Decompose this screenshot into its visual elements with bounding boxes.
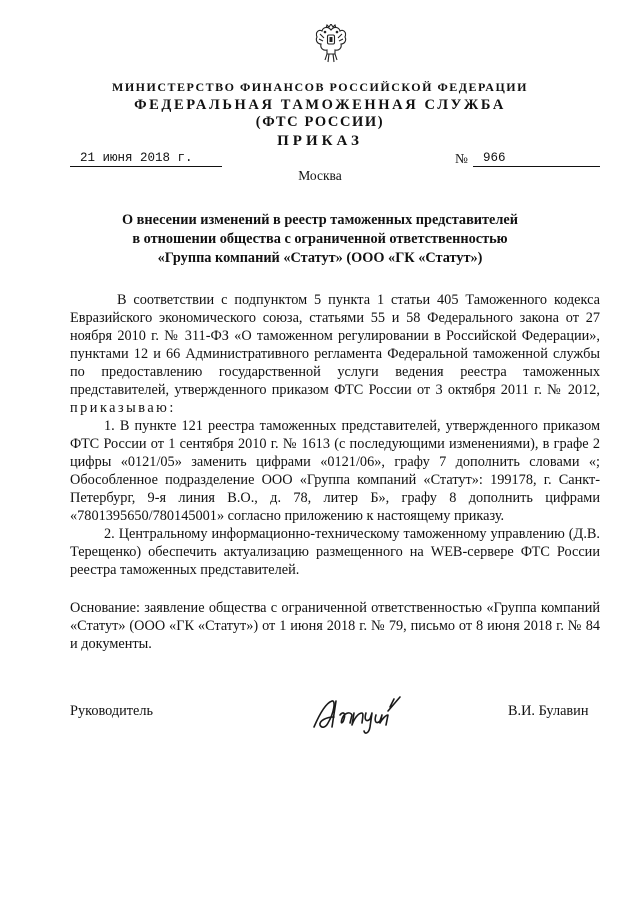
order-title-line-2: в отношении общества с ограниченной ответственностью bbox=[132, 231, 508, 247]
item-1: 1. В пункте 121 реестра таможенных представителей, утвержденного приказом ФТС России от 1 сентября 2010 г. № 1613 (с последующими изменениями), в графе 2 цифры «0121/05» заменить цифрами «0121/06», графу 7 дополнить словами «; Обособленное подразделение ООО «Группа компаний «Статут»: 199178, г. Санкт-Петербург, 9-я линия В.О., д. 78, литер Б», графу 8 дополнить цифрами «7801395650/780145001» согласно приложению к настоящему приказу. bbox=[70, 418, 600, 524]
order-title-line-1: О внесении изменений в реестр таможенных представителей bbox=[121, 212, 518, 228]
order-number-field bbox=[455, 151, 600, 167]
handwritten-signature-icon bbox=[310, 693, 402, 737]
service-abbreviation: (ФТС РОССИИ) bbox=[255, 114, 385, 130]
order-date: 21 июня 2018 г. bbox=[70, 151, 222, 167]
preamble-paragraph bbox=[70, 291, 600, 417]
signer-role: Руководитель bbox=[70, 703, 154, 719]
basis-paragraph bbox=[70, 599, 600, 653]
order-body bbox=[70, 291, 600, 579]
order-word: приказываю: bbox=[70, 400, 176, 416]
item-2: 2. Центральному информационно-техническому таможенному управлению (Д.В. Терещенко) обеспечить актуализацию размещенного на WEB-сервере ФТС России реестра таможенных представителей. bbox=[70, 526, 600, 578]
order-title-line-3: «Группа компаний «Статут» (ООО «ГК «Статут») bbox=[157, 250, 483, 266]
service-name: ФЕДЕРАЛЬНАЯ ТАМОЖЕННАЯ СЛУЖБА bbox=[134, 97, 506, 113]
basis-text: Основание: заявление общества с ограниченной ответственностью «Группа компаний «Статут» (ООО «ГК «Статут») от 1 июня 2018 г. № 79, письмо от 8 июня 2018 г. № 84 и документы. bbox=[70, 600, 600, 652]
number-sign: № bbox=[455, 151, 468, 166]
ministry-name: МИНИСТЕРСТВО ФИНАНСОВ РОССИЙСКОЙ ФЕДЕРАЦИИ bbox=[112, 80, 528, 94]
document-type: ПРИКАЗ bbox=[277, 133, 363, 149]
signer-name: В.И. Булавин bbox=[508, 703, 589, 719]
coat-of-arms-icon bbox=[314, 24, 348, 64]
order-number: 966 bbox=[473, 151, 600, 167]
preamble-text: В соответствии с подпунктом 5 пункта 1 статьи 405 Таможенного кодекса Евразийского экономического союза, статьями 55 и 58 Федерального закона от 27 ноября 2010 г. № 311-ФЗ «О таможенном регулировании в Российской Федерации», пунктами 12 и 66 Административного регламента Федеральной таможенной службы по предоставлению государственной услуги ведения реестра таможенных представителей, утвержденного приказом ФТС России от 3 октября 2011 г. № 2012, bbox=[70, 292, 600, 398]
city: Москва bbox=[298, 168, 342, 183]
